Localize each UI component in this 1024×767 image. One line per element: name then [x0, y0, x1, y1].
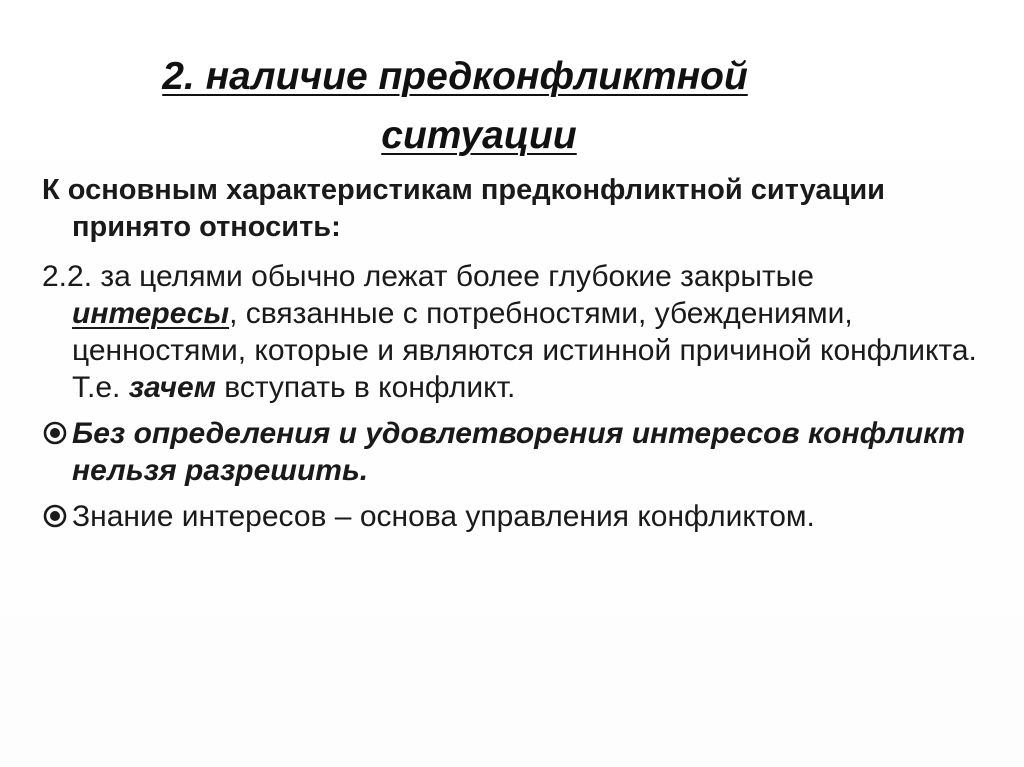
- interests-paragraph-prefix: 2.2. за целями обычно лежат более глубокие закрытые: [42, 260, 814, 293]
- slide-title: [0, 48, 910, 165]
- interests-keyword: интересы: [72, 297, 230, 330]
- bullet-item-2-text: Знание интересов – основа управления конфликтом.: [72, 500, 815, 533]
- slide-content: [42, 172, 982, 544]
- bullet-item-1-text: Без определения и удовлетворения интересов конфликт нельзя разрешить.: [72, 417, 966, 487]
- why-keyword: зачем: [128, 371, 216, 404]
- bullet-item-2: [42, 498, 982, 535]
- lead-paragraph: К основным характеристикам предконфликтной ситуации принято относить:: [42, 174, 885, 243]
- interests-paragraph-middle: , связанные с потребностями, убеждениями, ценностями, которые и являются истинной причиной конфликта. Т.е.: [72, 297, 977, 404]
- bullet-item-1: [42, 415, 982, 489]
- target-bullet-icon: [42, 503, 68, 529]
- interests-paragraph-suffix: вступать в конфликт.: [215, 371, 516, 404]
- target-bullet-icon: [42, 420, 68, 446]
- interests-paragraph: [42, 258, 982, 406]
- slide-title-line1: 2. наличие предконфликтной: [162, 55, 748, 98]
- slide-title-line2: ситуации: [381, 113, 577, 157]
